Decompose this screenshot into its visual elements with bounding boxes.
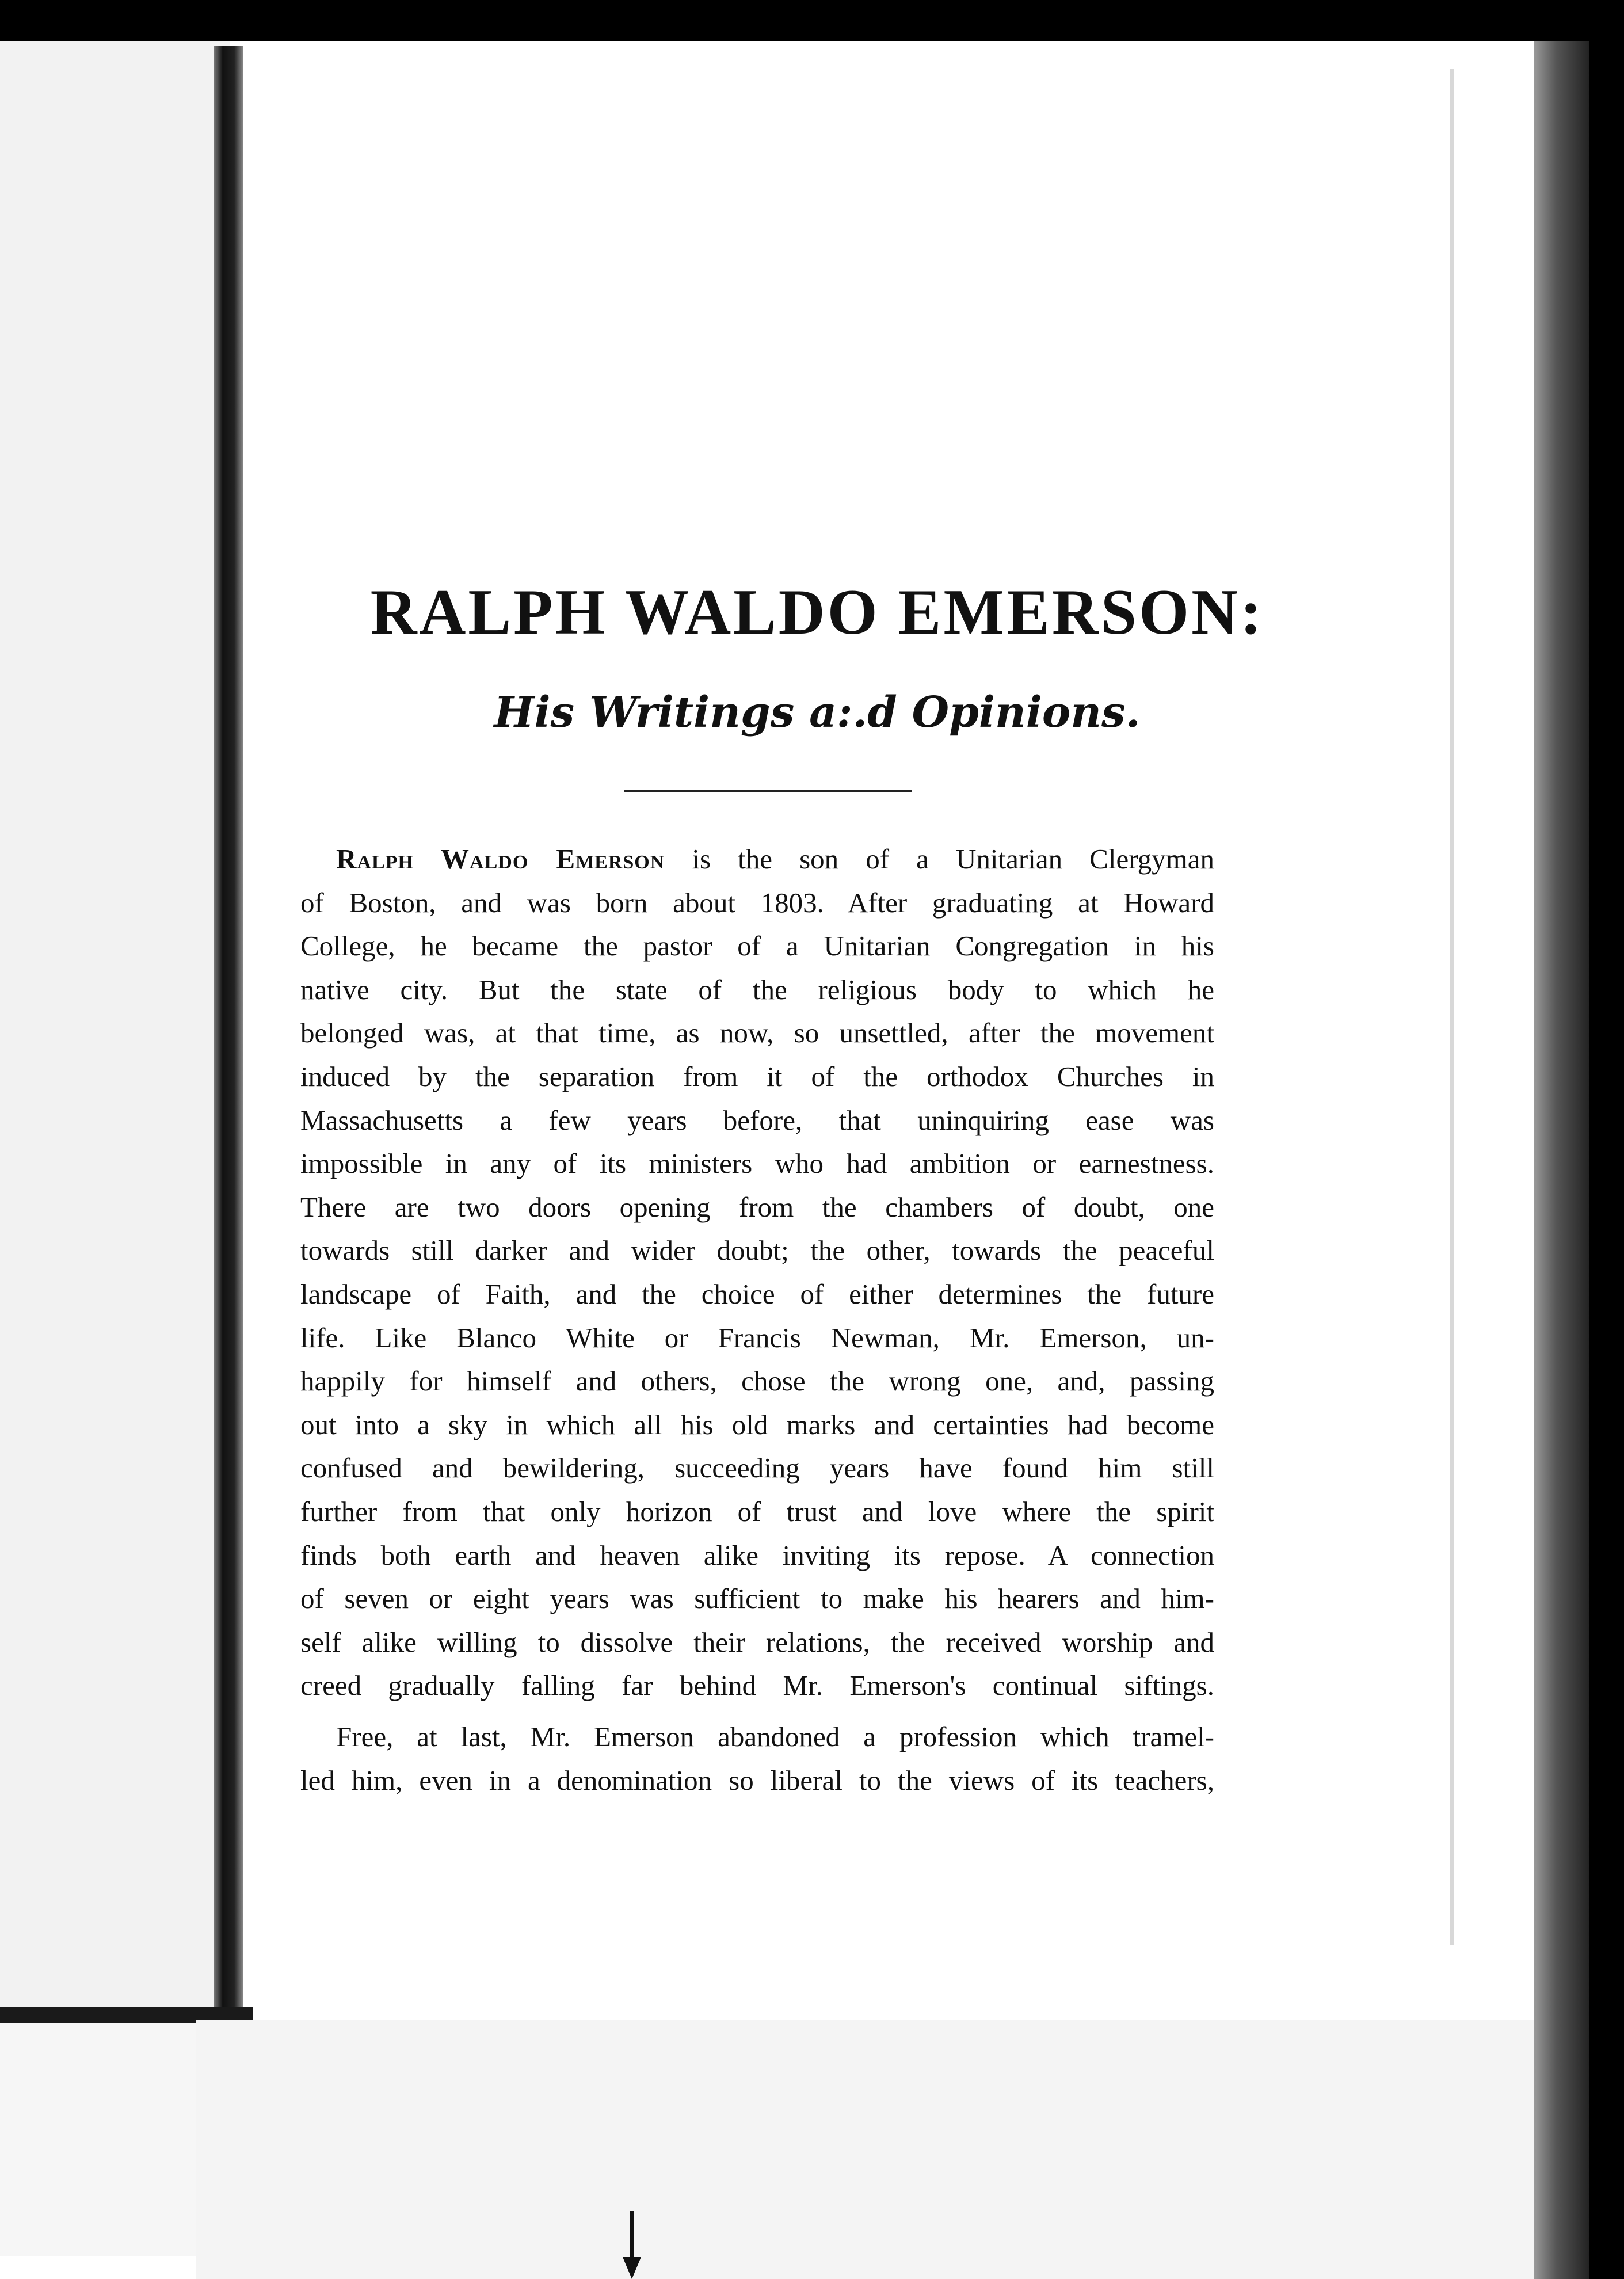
paragraph-line: towards still darker and wider doubt; the other, towards the peaceful xyxy=(300,1234,1214,1267)
paragraph-line: creed gradually falling far behind Mr. Emerson's continual siftings. xyxy=(300,1670,1214,1702)
page-title: RALPH WALDO EMERSON: xyxy=(370,577,1264,648)
paragraph-line: native city. But the state of the religious body to which he xyxy=(300,973,1214,1005)
scan-border-top xyxy=(0,0,1624,41)
paragraph-line: College, he became the pastor of a Unitarian Congregation in his xyxy=(300,930,1214,962)
paragraph-line: impossible in any of its ministers who had ambition or earnestness. xyxy=(300,1148,1214,1180)
paragraph-line: induced by the separation from it of the orthodox Churches in xyxy=(300,1060,1214,1092)
paragraph-line: life. Like Blanco White or Francis Newman, Mr. Emerson, un- xyxy=(300,1321,1214,1354)
title-divider xyxy=(624,790,912,792)
paragraph-line: happily for himself and others, chose the wrong one, and, passing xyxy=(300,1365,1214,1397)
arrow-down-icon xyxy=(622,2211,642,2279)
paragraph-line: finds both earth and heaven alike inviting its repose. A connection xyxy=(300,1539,1214,1571)
paragraph-line: led him, even in a denomination so liberal to the views of its teachers, xyxy=(300,1764,1214,1796)
scan-border-right xyxy=(1589,41,1624,2279)
paragraph-line: out into a sky in which all his old marks and certainties had become xyxy=(300,1408,1214,1440)
lead-name: Ralph Waldo Emerson xyxy=(336,843,665,875)
paragraph-line: of seven or eight years was sufficient to make his hearers and him- xyxy=(300,1583,1214,1615)
paragraph-line: Massachusetts a few years before, that uninquiring ease was xyxy=(300,1104,1214,1136)
facing-page-edge xyxy=(0,41,230,2015)
scan-bottom-margin xyxy=(196,2020,1537,2279)
paragraph-2 xyxy=(300,1715,1214,1802)
paragraph-line: self alike willing to dissolve their relations, the received worship and xyxy=(300,1626,1214,1658)
scan-border-right-shadow xyxy=(1534,41,1589,2279)
paragraph-line: Ralph Waldo Emerson is the son of a Unitarian Clergyman xyxy=(336,843,1214,875)
paragraph-line: Free, at last, Mr. Emerson abandoned a profession which tramel- xyxy=(336,1721,1214,1752)
paragraph-1 xyxy=(300,837,1214,1708)
paragraph-line: belonged was, at that time, as now, so unsettled, after the movement xyxy=(300,1017,1214,1049)
paragraph-line: There are two doors opening from the chambers of doubt, one xyxy=(300,1191,1214,1223)
paragraph-line: further from that only horizon of trust and love where the spirit xyxy=(300,1495,1214,1527)
paragraph-line: landscape of Faith, and the choice of either determines the future xyxy=(300,1278,1214,1310)
paragraph-line: of Boston, and was born about 1803. After graduating at Howard xyxy=(300,886,1214,919)
book-spine-shadow xyxy=(214,46,243,2032)
paragraph-line: confused and bewildering, succeeding years have found him still xyxy=(300,1452,1214,1484)
facing-page-lower xyxy=(0,2009,196,2256)
page-subtitle: His Writings a:.d Opinions. xyxy=(494,688,1141,737)
page-fold-line xyxy=(1450,69,1454,1945)
